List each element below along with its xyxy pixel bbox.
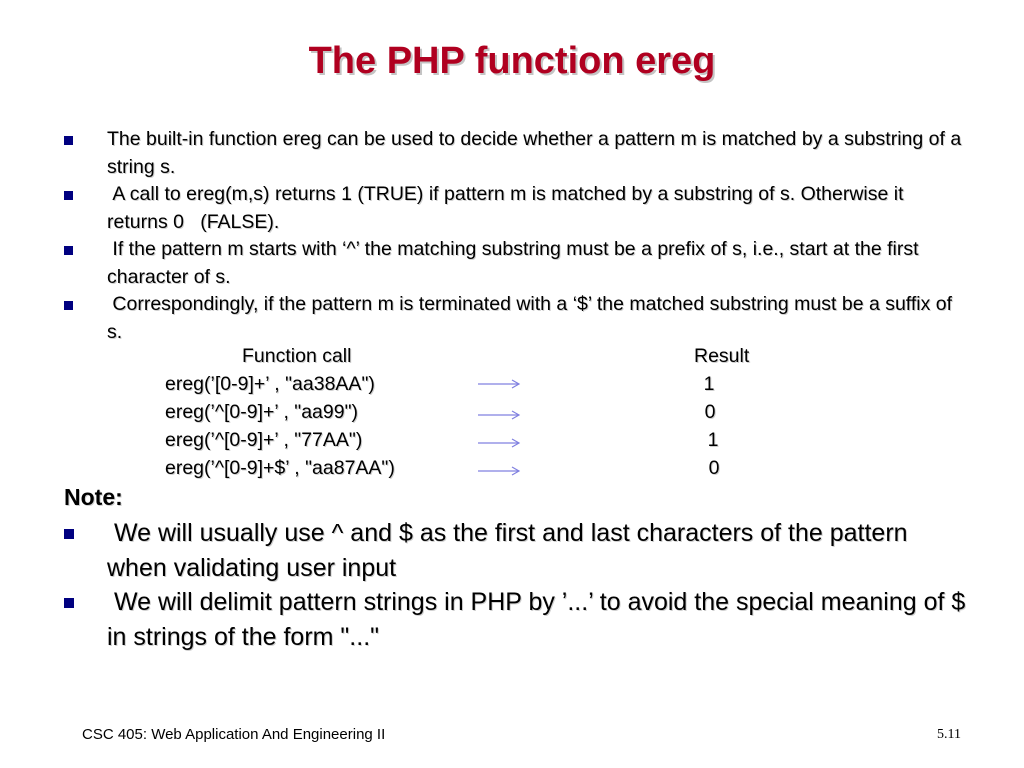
bullet-item (64, 291, 969, 346)
bullet-list (64, 126, 969, 346)
note-bullet-item (64, 585, 973, 654)
bullet-item (64, 126, 969, 181)
note-bullet-item (64, 516, 969, 585)
ereg-examples-table (0, 343, 1024, 483)
result-cell: 1 (707, 429, 719, 451)
result-cell: 0 (708, 457, 720, 479)
table-header-function-call: Function call (242, 345, 352, 367)
function-call-cell: ereg(’^[0-9]+’ , "77AA") (165, 429, 363, 451)
right-arrow-icon (477, 459, 521, 481)
bullet-item (64, 236, 969, 291)
slide-title: The PHP function ereg (308, 40, 716, 82)
table-header-result: Result (694, 345, 750, 367)
function-call-cell: ereg(’^[0-9]+$’ , "aa87AA") (165, 457, 395, 479)
table-row (0, 371, 1024, 398)
square-bullet-icon (64, 136, 73, 145)
note-bullet-text: We will usually use ^ and $ as the first and last characters of the pattern when validating user input (107, 519, 915, 582)
bullet-text: If the pattern m starts with ‘^’ the matching substring must be a prefix of s, i.e., start at the first character of s. (107, 238, 924, 288)
result-cell: 0 (704, 401, 716, 423)
function-call-cell: ereg(’^[0-9]+’ , "aa99") (165, 401, 358, 423)
function-call-cell: ereg(’[0-9]+’ , "aa38AA") (165, 373, 375, 395)
bullet-text: Correspondingly, if the pattern m is terminated with a ‘$’ the matched substring must be a suffix of s. (107, 293, 958, 343)
bullet-text: The built-in function ereg can be used to decide whether a pattern m is matched by a substring of a string s. (107, 128, 962, 178)
table-row (0, 427, 1024, 454)
right-arrow-icon (477, 431, 521, 453)
note-bullet-text: We will delimit pattern strings in PHP by ’...’ to avoid the special meaning of $ in strings of the form "..." (107, 588, 973, 651)
result-cell: 1 (703, 373, 715, 395)
footer-slide-number: 5.11 (937, 727, 961, 742)
note-list (64, 516, 973, 654)
note-heading: Note: (64, 484, 123, 510)
bullet-item (64, 181, 969, 236)
square-bullet-icon (64, 598, 74, 608)
footer-course-title: CSC 405: Web Application And Engineering II (82, 726, 386, 743)
table-row (0, 455, 1024, 482)
right-arrow-icon (477, 372, 521, 394)
table-row (0, 399, 1024, 426)
square-bullet-icon (64, 246, 73, 255)
bullet-text: A call to ereg(m,s) returns 1 (TRUE) if pattern m is matched by a substring of s. Otherwise it returns 0 (FALSE). (107, 183, 909, 233)
square-bullet-icon (64, 301, 73, 310)
right-arrow-icon (477, 403, 521, 425)
square-bullet-icon (64, 529, 74, 539)
square-bullet-icon (64, 191, 73, 200)
